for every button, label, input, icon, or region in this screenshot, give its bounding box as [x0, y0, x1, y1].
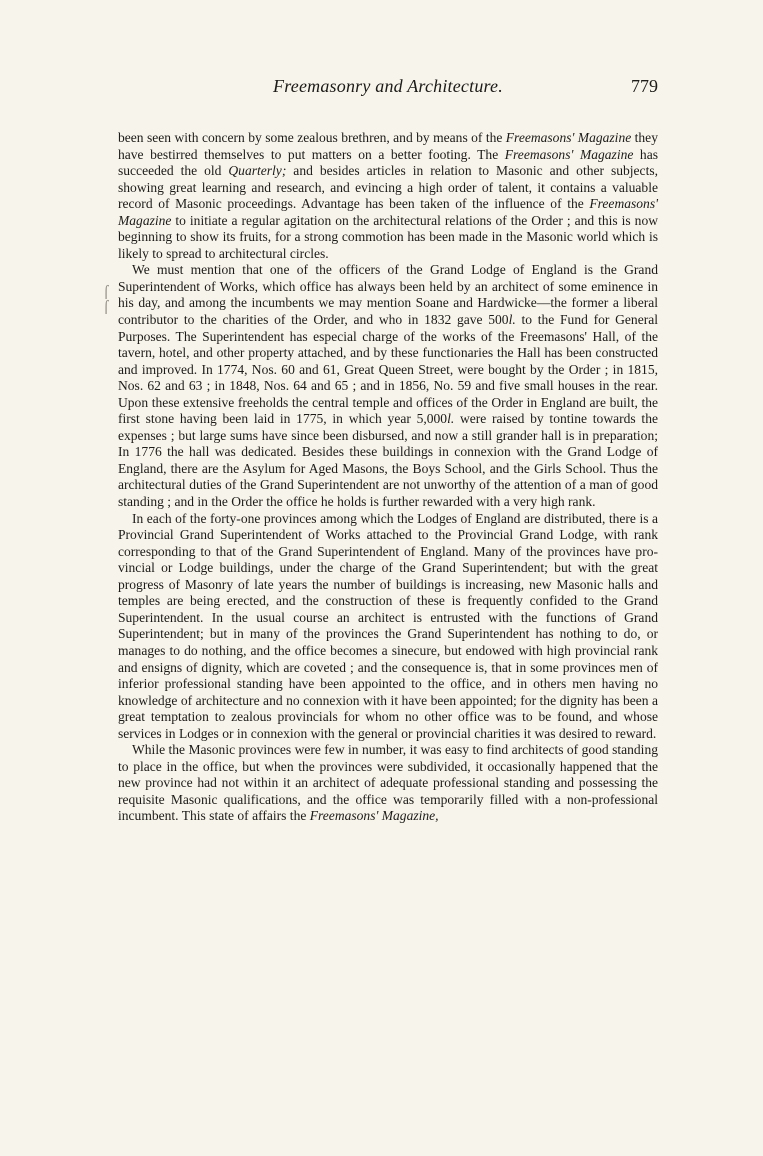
italic-run: l.	[447, 411, 455, 427]
italic-run: Freemasons' Magazine	[505, 130, 632, 145]
running-title: Freemasonry and Architecture.	[273, 76, 503, 96]
body-text	[118, 130, 658, 825]
page-header	[118, 76, 658, 102]
margin-mark-icon: ⌠	[103, 300, 110, 314]
paragraph-3: In each of the forty-one provinces among which the Lodges of England are distributed, there is a Provincial Grand Superintendent of Works attached to the Provincial Grand Lodge, with rank corresponding to that of the Grand Superintendent of England. Many of the provinces have provincial or Lodge buildings, under the charge of the Grand Superintendent; but with the great progress of Masonry of late years the number of buildings is increasing, new Masonic halls and temples are being erected, and the construction of these is frequently confided to the Grand Superintendent. In the usual course an architect is entrusted with the functions of Grand Superintendent; but in many of the provinces the Grand Superintendent has nothing to do, or manages to do nothing, and the office becomes a sinecure, but endowed with high provincial rank and ensigns of dignity, which are coveted ; and the consequence is, that in some provinces men of inferior professional standing have been appointed to the office, and in others men having no knowledge of architecture and no connexion with it have been appointed; for the dignity has been a great temptation to zealous provincials for whom no other office was to be found, and whose services in Lodges or in connexion with the general or provincial charities it was desired to reward.	[118, 510, 658, 741]
italic-run: Quarterly;	[228, 163, 287, 179]
italic-run: Freemasons' Magazine,	[309, 808, 439, 824]
italic-run: Freemasons' Magazine	[504, 146, 634, 162]
margin-mark-icon: ⌠	[103, 285, 110, 299]
paragraph-4: While the Masonic provinces were few in number, it was easy to find architects of good standing to place in the office, but when the provinces were subdivided, it occasionally happened that the new province had not within it an architect of adequate professional standing and possessing the requisite Masonic qualifications, and the office was temporarily filled with a non-professional incumbent. This state of affairs the Freemasons' Magazine,	[118, 742, 658, 824]
paragraph-2: We must mention that one of the officers of the Grand Lodge of England is the Grand Superintendent of Works, which office has always been held by an architect of some eminence in his day, and among the incumbents we may mention Soane and Hardwicke—the former a liberal contributor to the charities of the Order, and who in 1832 gave 500l. to the Fund for General Purposes. The Superintendent has especial charge of the works of the Freemasons' Hall, of the tavern, hotel, and other property attached, and by these functionaries the Hall has been constructed and improved. In 1774, Nos. 60 and 61, Great Queen Street, were bought by the Order ; in 1815, Nos. 62 and 63 ; in 1848, Nos. 64 and 65 ; and in 1856, No. 59 and five small houses in the rear. Upon these extensive freeholds the central temple and offices of the Order in England are built, the first stone having been laid in 1775, in which year 5,000l. were raised by tontine towards the expenses ; but large sums have since been disbursed, and now a still grander hall is in preparation; In 1776 the hall was dedicated. Besides these buildings in connexion with the Grand Lodge of England, there are the Asylum for Aged Masons, the Boys School, and the Girls School. Thus the architectural duties of the Grand Superintendent are not unworthy of the attention of a man of good standing ; and in the Order the office he holds is further rewarded with a very high rank.	[118, 262, 658, 510]
page-number: 779	[631, 76, 658, 96]
paragraph-1: been seen with concern by some zealous brethren, and by means of the Freemasons' Magazine they have bestirred themselves to put matters on a better footing. The Freemasons' Magazine has succeeded the old Quarterly; and besides articles in relation to Masonic and other subjects, showing great learning and research, and evincing a high order of talent, it contains a valuable record of Masonic proceedings. Advantage has been taken of the influence of the Freemasons' Magazine to initiate a regular agitation on the architectural relations of the Order ; and this is now beginning to show its fruits, for a strong commotion has been made in the Masonic world which is likely to spread to architectural circles.	[118, 130, 658, 261]
italic-run: l.	[508, 312, 516, 328]
italic-run: Freemasons' Magazine	[118, 196, 658, 228]
